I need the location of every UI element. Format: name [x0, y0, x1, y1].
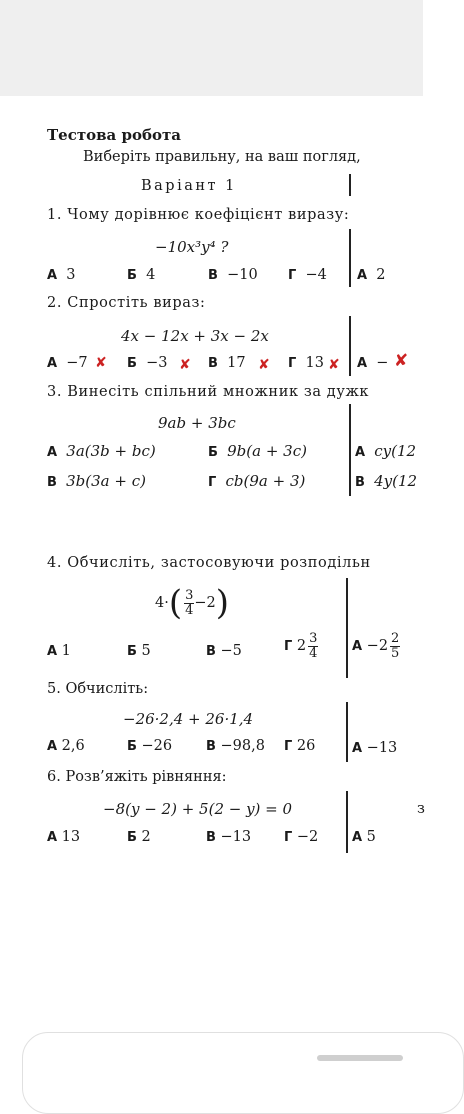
q3-answer-g: Г cb(9a + 3): [208, 472, 306, 490]
q4-answer-a: А 1: [47, 643, 71, 659]
q4-right-answer-a: А −2 $\frac{2}{5}$: [352, 631, 400, 661]
top-bar: [0, 0, 423, 96]
column-divider: [346, 578, 348, 678]
cross-mark: ✘: [95, 355, 107, 371]
bottom-sheet[interactable]: [22, 1032, 464, 1114]
q1-expression: −10x³y⁴ ?: [155, 238, 229, 256]
q6-answer-g: Г −2: [284, 829, 319, 845]
question-5: 5. Обчисліть:: [47, 681, 149, 697]
question-3: 3. Винесіть спільний множник за дужк: [47, 384, 370, 400]
q5-expression: −26·2,4 + 26·1,4: [123, 710, 254, 728]
column-divider: [349, 316, 351, 376]
q5-answer-v: В −98,8: [206, 738, 265, 754]
q3-answer-a: А 3a(3b + bc): [47, 442, 156, 460]
cross-mark: ✘: [328, 357, 340, 373]
q1-answer-b: Б 4: [127, 267, 156, 283]
question-6: 6. Розв’яжіть рівняння:: [47, 769, 227, 785]
cross-mark: ✘: [394, 351, 409, 371]
q5-answer-b: Б −26: [127, 738, 173, 754]
q6-right-answer-a: А 5: [352, 829, 376, 845]
q6-expression: −8(y − 2) + 5(2 − y) = 0: [103, 800, 293, 818]
scroll-handle[interactable]: [317, 1055, 403, 1061]
question-4: 4. Обчисліть, застосовуючи розподільн: [47, 555, 371, 571]
q2-answer-v: В 17: [208, 355, 246, 371]
q6-answer-v: В −13: [206, 829, 252, 845]
column-divider: [346, 791, 348, 853]
q6-answer-b: Б 2: [127, 829, 151, 845]
cut-off-text: з: [417, 801, 425, 817]
q1-answer-a: А 3: [47, 267, 76, 283]
q3-right-answer-a: А cy(12: [355, 442, 417, 460]
q5-answer-g: Г 26: [284, 738, 316, 754]
q3-expression: 9ab + 3bc: [158, 414, 236, 432]
q1-right-answer-a: А 2: [357, 267, 386, 283]
q4-answer-b: Б 5: [127, 643, 151, 659]
q5-answer-a: А 2,6: [47, 738, 85, 754]
q4-expression: 4·( $\frac{3}{4}$ −2): [155, 583, 230, 623]
q2-expression: 4x − 12x + 3x − 2x: [121, 327, 269, 345]
q2-right-answer-a: А −: [357, 355, 389, 371]
q6-answer-a: А 13: [47, 829, 81, 845]
q3-right-answer-v: В 4y(12: [355, 472, 418, 490]
variant-label: Варіант 1: [141, 178, 237, 194]
q5-right-answer-a: А −13: [352, 740, 398, 756]
column-divider: [346, 702, 348, 762]
instruction-text: Виберіть правильну, на ваш погляд,: [83, 149, 361, 165]
q3-answer-b: Б 9b(a + 3c): [208, 442, 307, 460]
q2-answer-g: Г 13: [288, 355, 324, 371]
test-document: [0, 96, 423, 996]
question-1: 1. Чому дорівнює коефіцієнт виразу:: [47, 207, 350, 223]
q3-answer-v: В 3b(3a + c): [47, 472, 146, 490]
question-2: 2. Спростіть вираз:: [47, 295, 206, 311]
column-divider: [349, 229, 351, 287]
cross-mark: ✘: [179, 357, 191, 373]
q4-answer-g: Г 2 $\frac{3}{4}$: [284, 631, 318, 661]
q1-answer-v: В −10: [208, 267, 258, 283]
q2-answer-a: А −7: [47, 355, 88, 371]
doc-title: Тестова робота: [47, 126, 182, 144]
q1-answer-g: Г −4: [288, 267, 327, 283]
column-divider: [349, 174, 351, 196]
q2-answer-b: Б −3: [127, 355, 168, 371]
cross-mark: ✘: [258, 357, 270, 373]
q4-answer-v: В −5: [206, 643, 242, 659]
column-divider: [349, 404, 351, 496]
q4-fraction: $\frac{3}{4}$: [185, 587, 194, 618]
